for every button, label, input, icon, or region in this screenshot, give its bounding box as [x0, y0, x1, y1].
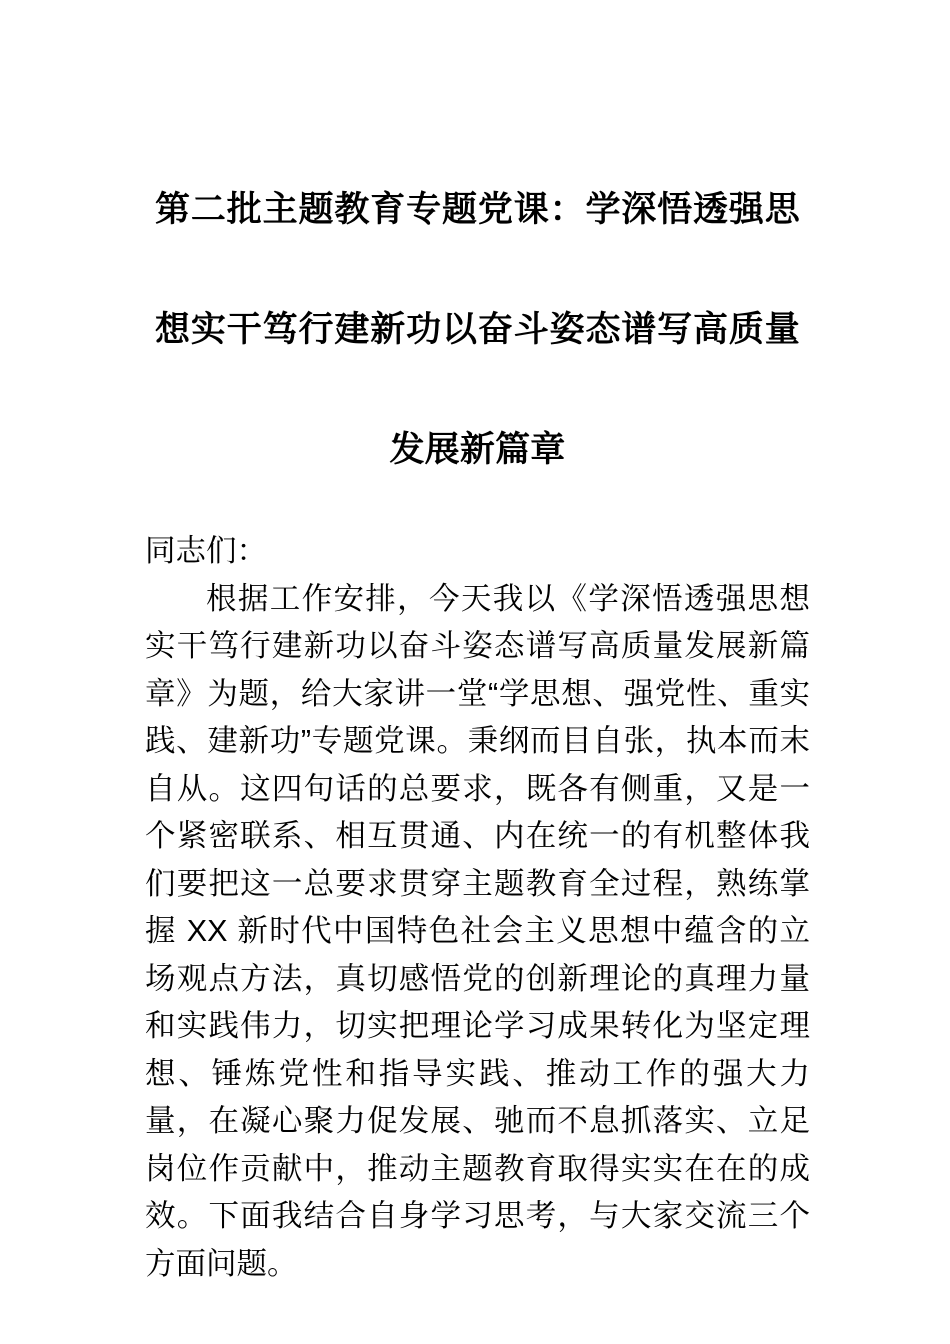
- body-paragraph-1: 根据工作安排，今天我以《学深悟透强思想实干笃行建新功以奋斗姿态谱写高质量发展新篇章》为题，给大家讲一堂“学思想、强党性、重实践、建新功”专题党课。秉纲而目自张，执本而末自从。这四句话的总要求，既各有侧重，又是一个紧密联系、相互贯通、内在统一的有机整体我们要把这一总要求贯穿主题教育全过程，熟练掌握 XX 新时代中国特色社会主义思想中蕴含的立场观点方法，真切感悟党的创新理论的真理力量和实践伟力，切实把理论学习成果转化为坚定理想、锤炼党性和指导实践、推动工作的强大力量，在凝心聚力促发展、驰而不息抓落实、立足岗位作贡献中，推动主题教育取得实实在在的成效。下面我结合自身学习思考，与大家交流三个方面问题。: [145, 581, 810, 1281]
- document-body: [145, 528, 810, 1288]
- salutation-line: 同志们：: [145, 534, 267, 568]
- page-title: 第二批主题教育专题党课：学深悟透强思想实干笃行建新功以奋斗姿态谱写高质量发展新篇章: [155, 190, 800, 469]
